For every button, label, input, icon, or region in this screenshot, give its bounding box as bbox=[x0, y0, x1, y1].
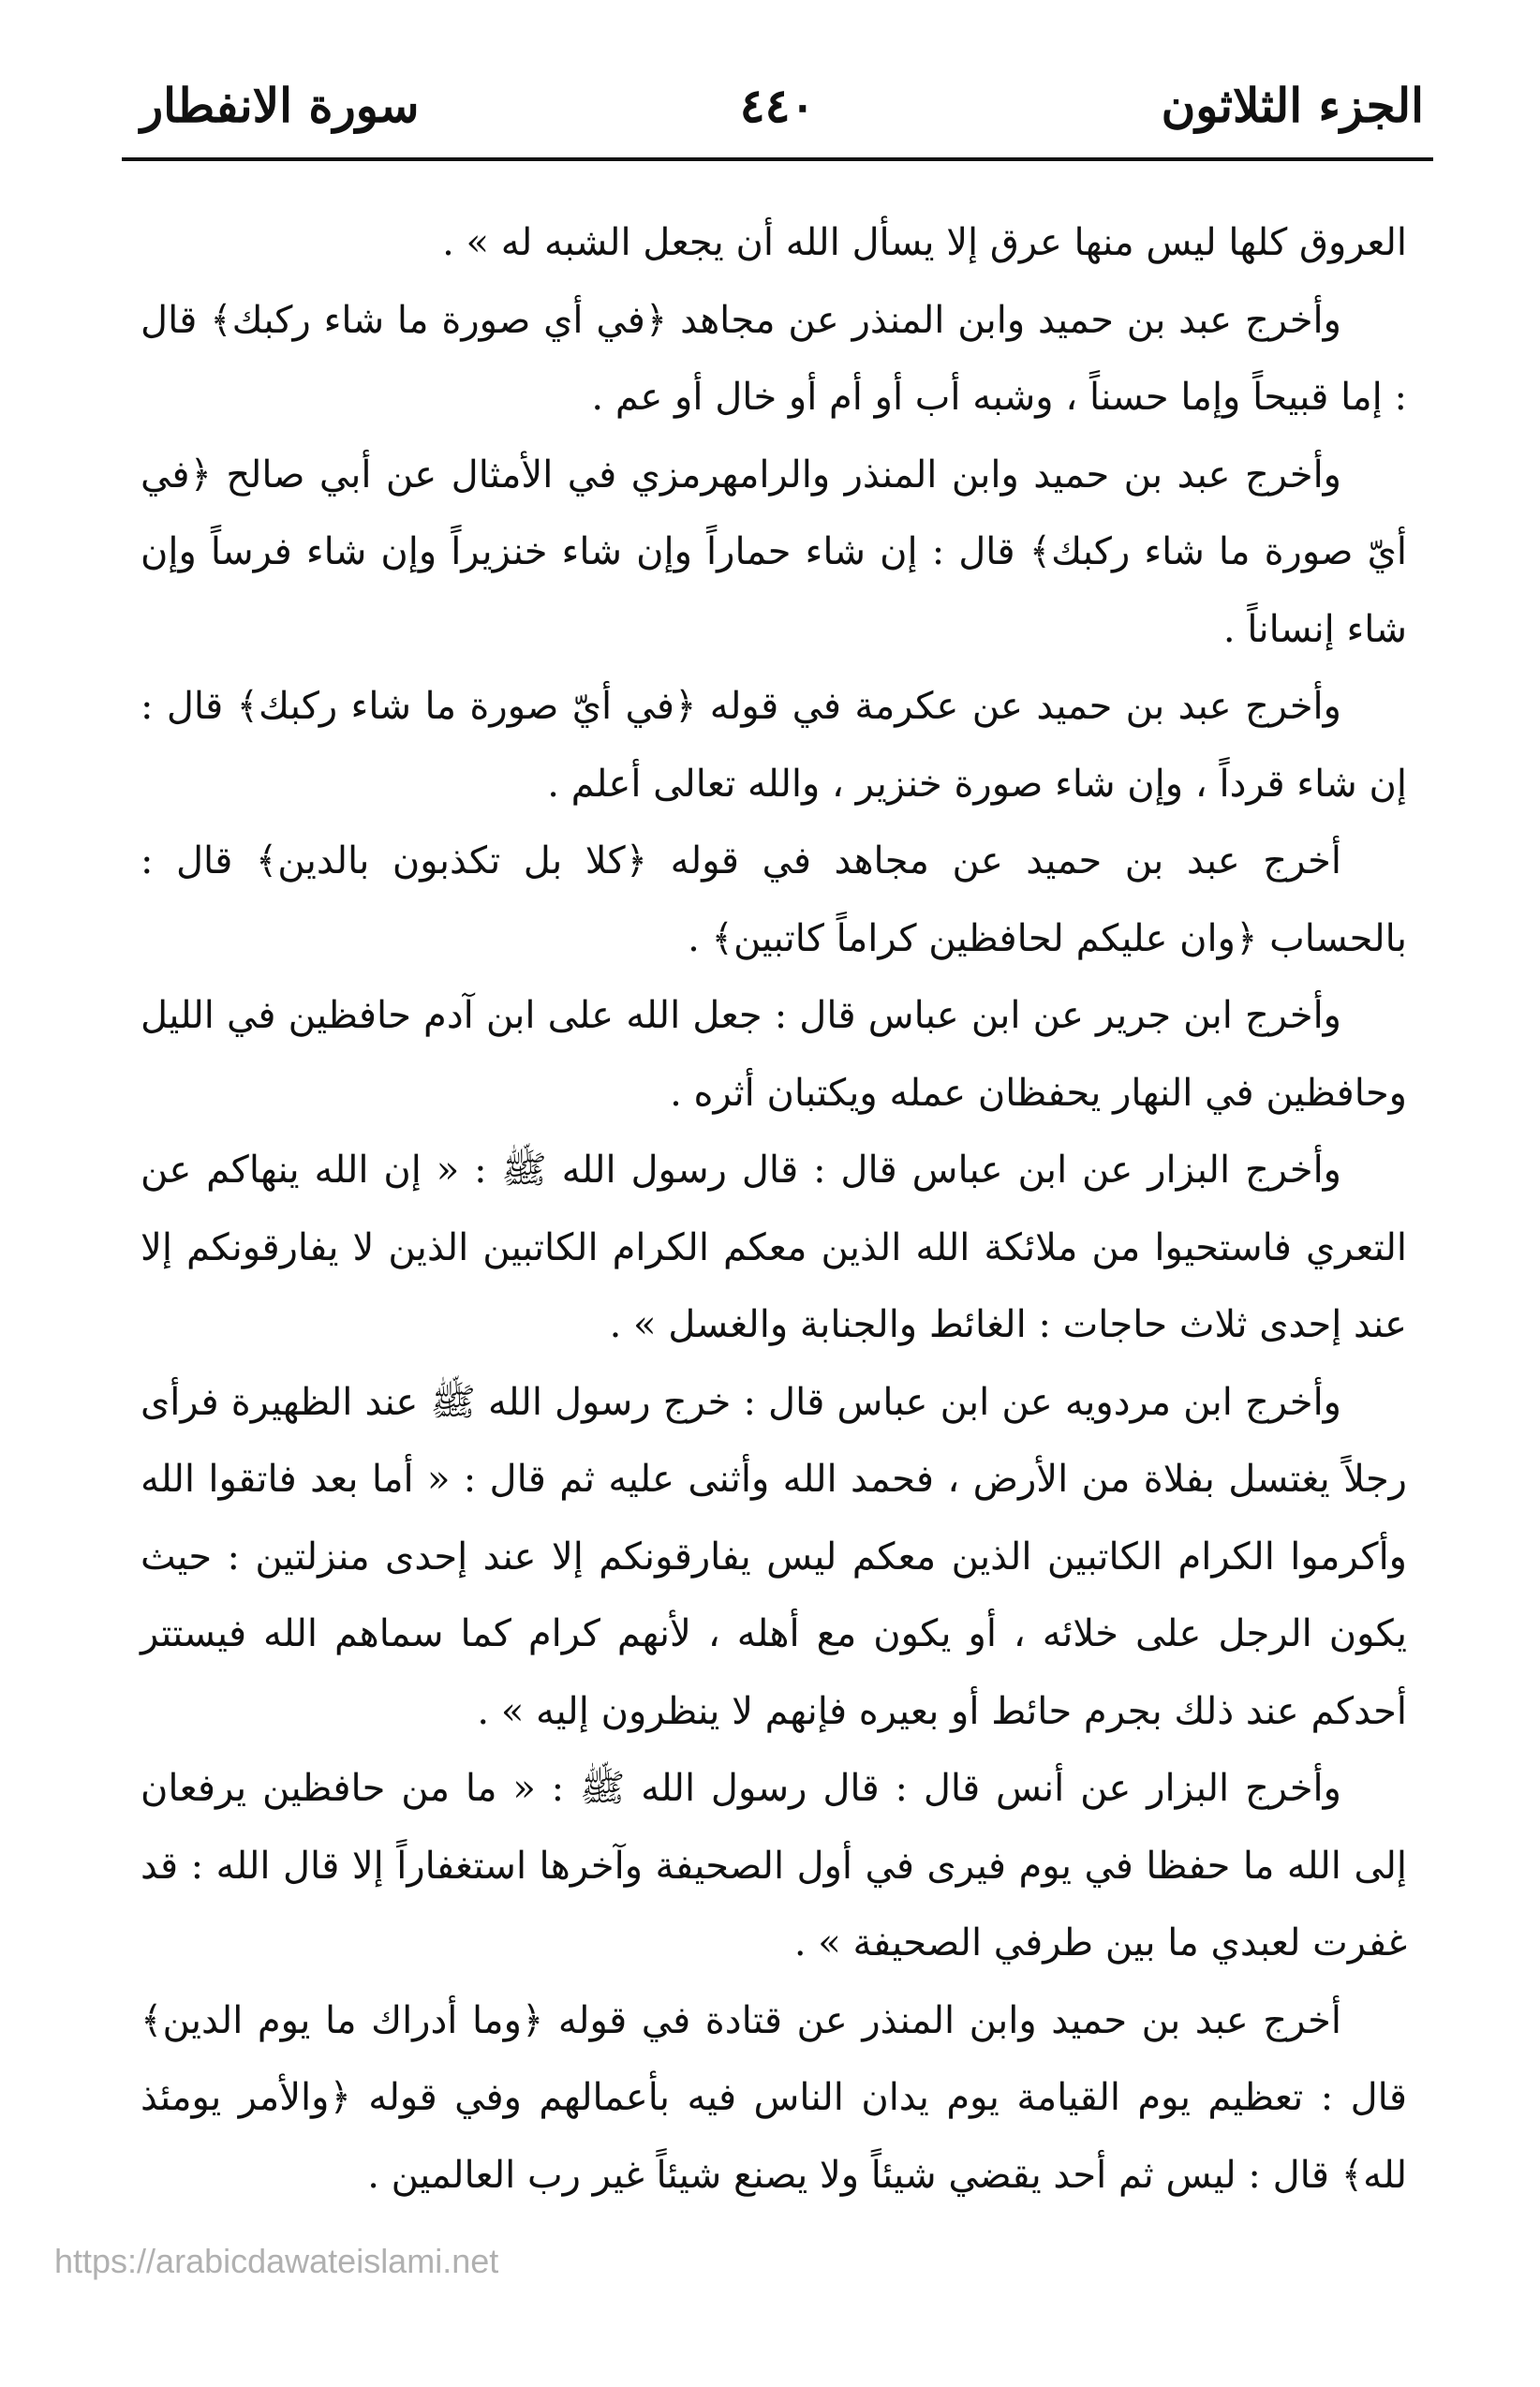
paragraph: وأخرج ابن مردويه عن ابن عباس قال : خرج رسول الله ﷺ عند الظهيرة فرأى رجلاً يغتسل بفلاة من الأرض ، فحمد الله وأثنى عليه ثم قال : « أما بعد فاتقوا الله وأكرموا الكرام الكاتبين الذين معكم ليس يفارقونكم إلا عند إحدى منزلتين : حيث يكون الرجل على خلائه ، أو يكون مع أهله ، لأنهم كرام كما سماهم الله فيستتر أحدكم عند ذلك بجرم حائط أو بعيره فإنهم لا ينظرون إليه » . bbox=[141, 1380, 1407, 1733]
page-number: ٤٤٠ bbox=[739, 78, 816, 133]
paragraph: وأخرج ابن جرير عن ابن عباس قال : جعل الله على ابن آدم حافظين في الليل وحافظين في النهار يحفظان عمله ويكتبان أثره . bbox=[141, 994, 1407, 1115]
page-body bbox=[141, 204, 1407, 2214]
page-header bbox=[122, 56, 1433, 159]
paragraph: وأخرج البزار عن أنس قال : قال رسول الله ﷺ : « ما من حافظين يرفعان إلى الله ما حفظا في يوم فيرى في أول الصحيفة وآخرها استغفاراً إلا قال الله : قد غفرت لعبدي ما بين طرفي الصحيفة » . bbox=[141, 1767, 1407, 1964]
paragraph: وأخرج عبد بن حميد عن عكرمة في قوله ﴿في أيّ صورة ما شاء ركبك﴾ قال : إن شاء قرداً ، وإن شاء صورة خنزير ، والله تعالى أعلم . bbox=[141, 685, 1407, 806]
paragraph: أخرج عبد بن حميد وابن المنذر عن قتادة في قوله ﴿وما أدراك ما يوم الدين﴾ قال : تعظيم يوم القيامة يوم يدان الناس فيه بأعمالهم وفي قوله ﴿والأمر يومئذ لله﴾ قال : ليس ثم أحد يقضي شيئاً ولا يصنع شيئاً غير رب العالمين . bbox=[141, 1998, 1407, 2197]
header-divider bbox=[122, 157, 1433, 161]
paragraph: وأخرج عبد بن حميد وابن المنذر عن مجاهد ﴿في أي صورة ما شاء ركبك﴾ قال : إما قبيحاً وإما حسناً ، وشبه أب أو أم أو خال أو عم . bbox=[141, 298, 1407, 419]
source-watermark: https://arabicdawateislami.net bbox=[54, 2242, 499, 2280]
juz-title: الجزء الثلاثون bbox=[1161, 78, 1424, 133]
paragraph: وأخرج عبد بن حميد وابن المنذر والرامهرمزي في الأمثال عن أبي صالح ﴿في أيّ صورة ما شاء ركبك﴾ قال : إن شاء حماراً وإن شاء خنزيراً وإن شاء فرساً وإن شاء إنساناً . bbox=[141, 452, 1407, 651]
paragraph: أخرج عبد بن حميد عن مجاهد في قوله ﴿كلا بل تكذبون بالدين﴾ قال : بالحساب ﴿وان عليكم لحافظين كراماً كاتبين﴾ . bbox=[141, 839, 1407, 960]
paragraph: العروق كلها ليس منها عرق إلا يسأل الله أن يجعل الشبه له » . bbox=[442, 221, 1407, 264]
paragraph: وأخرج البزار عن ابن عباس قال : قال رسول الله ﷺ : « إن الله ينهاكم عن التعري فاستحيوا من ملائكة الله الذين معكم الكرام الكاتبين الذين لا يفارقونكم إلا عند إحدى ثلاث حاجات : الغائط والجنابة والغسل » . bbox=[141, 1149, 1407, 1346]
surah-title: سورة الانفطار bbox=[141, 78, 420, 133]
